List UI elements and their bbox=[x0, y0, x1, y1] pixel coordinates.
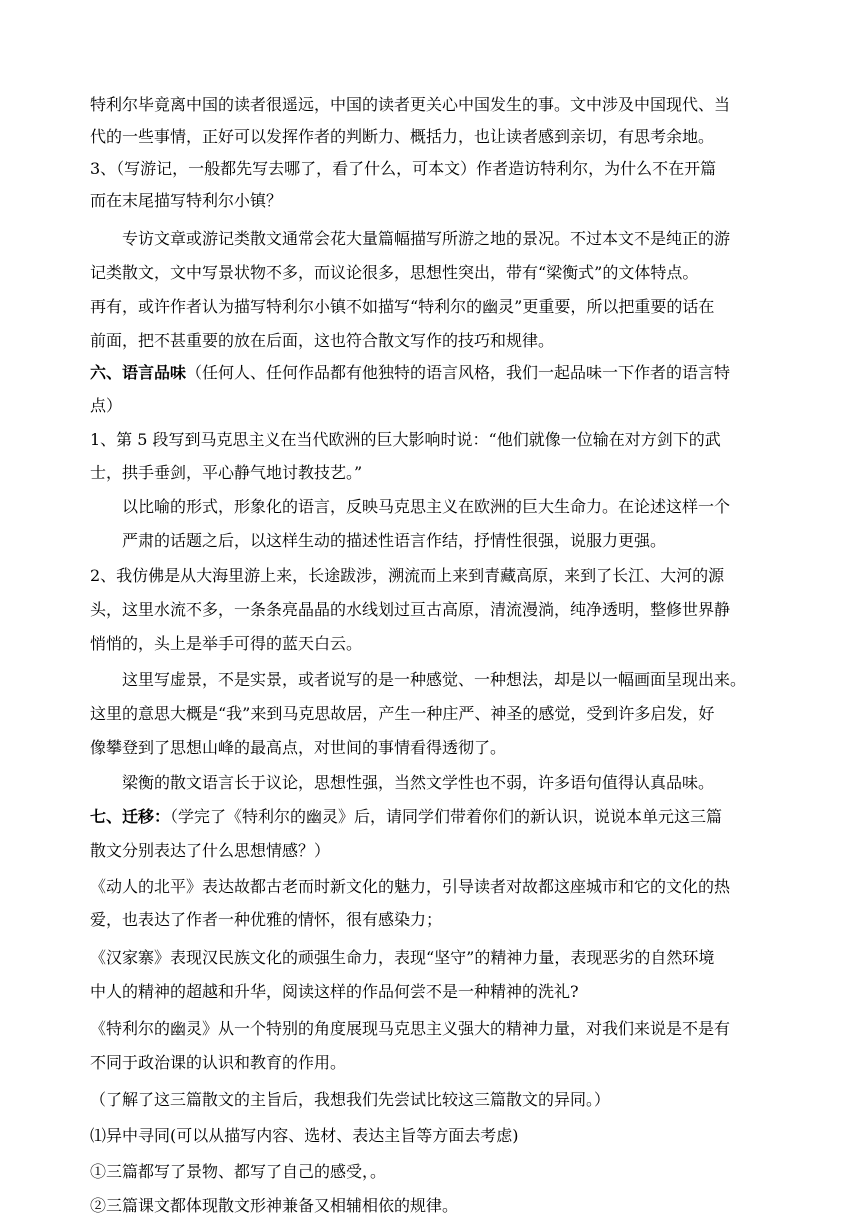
text-line: 爱，也表达了作者一种优雅的情怀，很有感染力； bbox=[90, 910, 443, 929]
text-line: ①三篇都写了景物、都写了自己的感受，。 bbox=[90, 1162, 387, 1181]
text-line: 专访文章或游记类散文通常会花大量篇幅描写所游之地的景况。不过本文不是纯正的游 bbox=[122, 229, 731, 248]
text-line: 士，拱手垂剑，平心静气地讨教技艺。” bbox=[90, 463, 363, 482]
text-line: 这里写虚景，不是实景，或者说写的是一种感觉、一种想法，却是以一幅画面呈现出来。 bbox=[122, 670, 747, 689]
text-line: 以比喻的形式，形象化的语言，反映马克思主义在欧洲的巨大生命力。在论述这样一个 bbox=[122, 497, 731, 516]
text-line: 再有，或许作者认为描写特利尔小镇不如描写“特利尔的幽灵”更重要，所以把重要的话在 bbox=[90, 297, 715, 316]
section-heading-line bbox=[90, 807, 790, 827]
section-heading: 七、迁移： bbox=[90, 807, 171, 826]
text-line: 特利尔毕竟离中国的读者很遥远，中国的读者更关心中国发生的事。文中涉及中国现代、当 bbox=[90, 95, 731, 114]
text-line: 这里的意思大概是“我”来到马克思故居，产生一种庄严、神圣的感觉，受到许多启发，好 bbox=[90, 704, 715, 723]
text-line: 点） bbox=[90, 396, 123, 415]
text-line: ②三篇课文都体现散文形神兼备又相辅相依的规律。 bbox=[90, 1196, 459, 1215]
text-line: 散文分别表达了什么思想情感？） bbox=[90, 841, 331, 860]
text-line: 悄悄的，头上是举手可得的蓝天白云。 bbox=[90, 634, 363, 653]
text-line: ⑴异中寻同(可以从描写内容、选材、表达主旨等方面去考虑) bbox=[90, 1126, 519, 1145]
text-line: 而在末尾描写特利尔小镇？ bbox=[90, 191, 283, 210]
section-note: （任何人、任何作品都有他独特的语言风格，我们一起品味一下作者的语言特 bbox=[186, 363, 731, 382]
text-line: 中人的精神的超越和升华，阅读这样的作品何尝不是一种精神的洗礼? bbox=[90, 982, 579, 1001]
text-line: 《动人的北平》表达故都古老而时新文化的魅力，引导读者对故都这座城市和它的文化的热 bbox=[90, 877, 731, 896]
text-line: 记类散文，文中写景状物不多，而议论很多，思想性突出，带有“梁衡式”的文体特点。 bbox=[90, 263, 699, 282]
section-note: （学完了《特利尔的幽灵》后，请同学们带着你们的新认识，说说本单元这三篇 bbox=[170, 807, 723, 826]
text-line: （了解了这三篇散文的主旨后，我想我们先尝试比较这三篇散文的异同。） bbox=[90, 1090, 611, 1109]
text-line: 《特利尔的幽灵》从一个特别的角度展现马克思主义强大的精神力量，对我们来说是不是有 bbox=[90, 1019, 731, 1038]
text-line: 头，这里水流不多，一条条亮晶晶的水线划过亘古高原，清流漫淌，纯净透明，整修世界静 bbox=[90, 600, 731, 619]
text-line: 代的一些事情，正好可以发挥作者的判断力、概括力，也让读者感到亲切，有思考余地。 bbox=[90, 127, 715, 146]
section-heading: 六、语言品味 bbox=[90, 363, 187, 382]
text-line: 2、我仿佛是从大海里游上来，长途跋涉，溯流而上来到青藏高原，来到了长江、大河的源 bbox=[90, 566, 725, 585]
text-line: 梁衡的散文语言长于议论，思想性强，当然文学性也不弱，许多语句值得认真品味。 bbox=[122, 773, 715, 792]
text-line: 1、第 5 段写到马克思主义在当代欧洲的巨大影响时说：“他们就像一位输在对方剑下的武 bbox=[90, 430, 721, 449]
text-line: 前面，把不甚重要的放在后面，这也符合散文写作的技巧和规律。 bbox=[90, 331, 555, 350]
text-line: 像攀登到了思想山峰的最高点，对世间的事情看得透彻了。 bbox=[90, 738, 507, 757]
section-heading-line bbox=[90, 363, 790, 383]
text-line: 不同于政治课的认识和教育的作用。 bbox=[90, 1053, 347, 1072]
text-line: 《汉家寨》表现汉民族文化的顽强生命力，表现“坚守”的精神力量，表现恶劣的自然环境 bbox=[90, 948, 715, 967]
text-line: 3、（写游记，一般都先写去哪了，看了什么，可本文）作者造访特利尔，为什么不在开篇 bbox=[90, 159, 717, 178]
text-line: 严肃的话题之后，以这样生动的描述性语言作结，抒情性很强，说服力更强。 bbox=[122, 531, 667, 550]
